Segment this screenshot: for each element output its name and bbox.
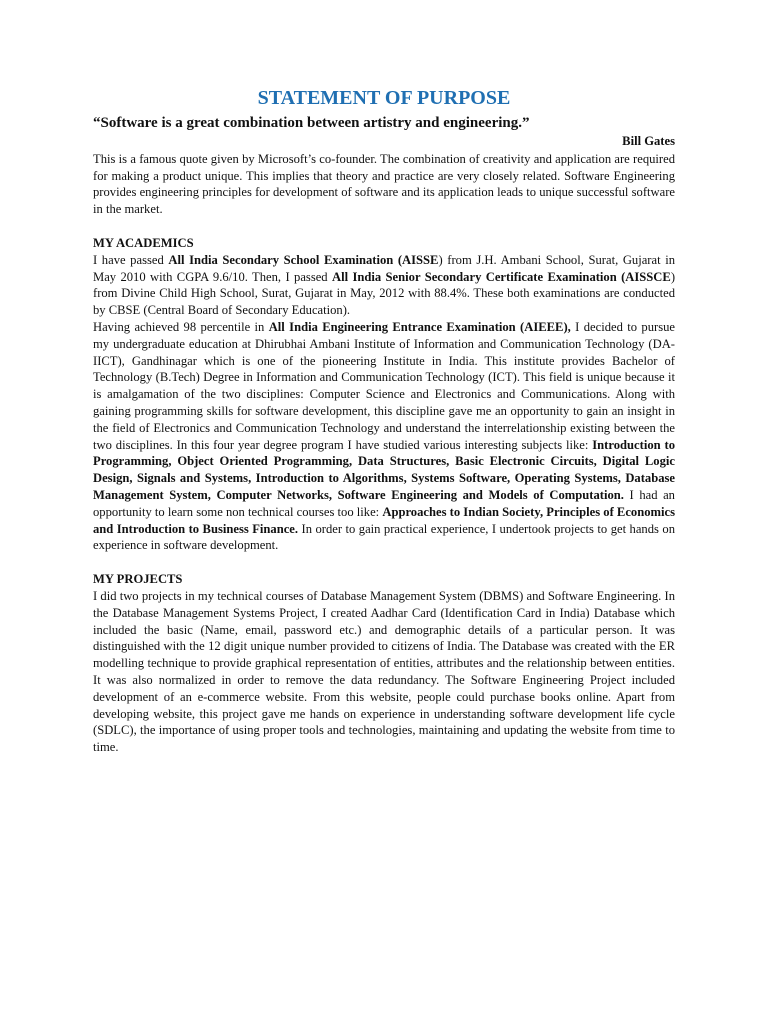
section-spacer [93, 218, 675, 235]
academics-p2-bold-technical-courses: Introduction to Programming, Object Oriented Programming, Data Structures, Basic Electronic Circuits, Digital Logic Design, Signals and Systems, Introduction to Algorithms, Systems Software, Operating Systems, Database Management System, Computer Networks, Software Engineering and Models of Computation. [93, 437, 675, 502]
academics-p1-text-1: I have passed [93, 252, 169, 267]
academics-p2-bold-non-technical-courses: Approaches to Indian Society, Principles of Economics and Introduction to Business Finance. [93, 504, 675, 536]
academics-p1-bold-aissce: All India Senior Secondary Certificate Examination (AISSCE [332, 269, 671, 284]
academics-p1-text-3: ) from Divine Child High School, Surat, Gujarat in May, 2012 with 88.4%. These both examinations are conducted by CBSE (Central Board of Secondary Education). [93, 269, 676, 318]
opening-quote: “Software is a great combination between artistry and engineering.” [93, 115, 530, 131]
academics-p1-text-2: ) from J.H. Ambani School, Surat, Gujarat in May 2010 with CGPA 9.6/10. Then, I passed [93, 252, 675, 284]
academics-p2-text-4: In order to gain practical experience, I undertook projects to get hands on experience in software development. [93, 521, 675, 553]
academics-p2-text-1: Having achieved 98 percentile in [93, 319, 269, 334]
academics-p2-text-3: I had an opportunity to learn some non technical courses too like: [93, 487, 675, 519]
academics-p2-bold-aieee: All India Engineering Entrance Examination (AIEEE), [268, 319, 571, 334]
quote-author: Bill Gates [622, 134, 675, 148]
academics-paragraph-1 [93, 252, 675, 319]
academics-heading: MY ACADEMICS [93, 235, 194, 250]
projects-heading: MY PROJECTS [93, 572, 183, 587]
document-page [93, 86, 675, 756]
intro-paragraph: This is a famous quote given by Microsoft’s co-founder. The combination of creativity and application are required for making a product unique. This implies that theory and practice are very closely related. Software Engineering provides engineering principles for development of software and its application leads to unique successful software in the market. [93, 151, 675, 217]
academics-paragraph-2 [93, 319, 675, 554]
section-spacer [93, 554, 675, 571]
document-title: STATEMENT OF PURPOSE [257, 87, 511, 109]
academics-p2-text-2: I decided to pursue my undergraduate education at Dhirubhai Ambani Institute of Information and Communication Technology (DA-IICT), Gandhinagar which is one of the pioneering Institute in India. This institute provides Bachelor of Technology (B.Tech) Degree in Information and Communication Technology (ICT). This field is unique because it is amalgamation of the two disciplines: Computer Science and Electronics and Communications. Along with gaining programming skills for software development, this discipline gave me an opportunity to gain an insight in the field of Electronics and Communication Technology and understand the interrelationship existing between the two disciplines. In this four year degree program I have studied various interesting subjects like: [93, 319, 675, 452]
academics-p1-bold-aisse: All India Secondary School Examination (AISSE [168, 252, 439, 267]
projects-paragraph: I did two projects in my technical courses of Database Management System (DBMS) and Software Engineering. In the Database Management Systems Project, I created Aadhar Card (Identification Card in India) Database which included the basic (Name, email, password etc.) and demographic details of a particular person. It was distinguished with the 12 digit unique number provided to citizens of India. The Database was created with the ER modelling technique to provide graphical representation of entities, attributes and the relationship between entities. It was also normalized in order to remove the data redundancy. The Software Engineering Project included development of an e-commerce website. From this website, people could purchase books online. Apart from developing website, this project gave me hands on experience in understanding software development life cycle (SDLC), the importance of using proper tools and technologies, maintaining and updating the website from time to time. [93, 588, 675, 755]
